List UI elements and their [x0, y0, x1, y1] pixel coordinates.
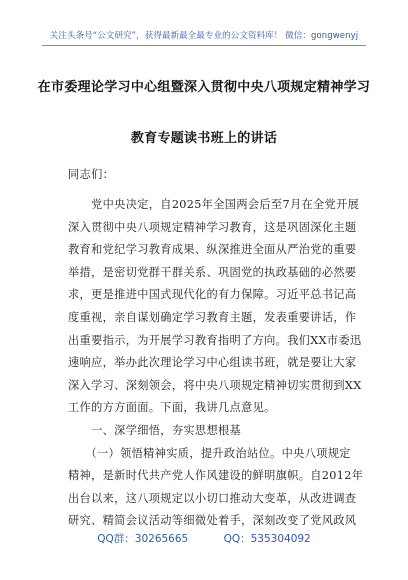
footer-qq-group: QQ群：30265665: [97, 533, 189, 545]
body-line: 工作的方方面面。下面，我讲几点意见。: [68, 401, 276, 415]
body-line: 出台以来，这八项规定以小切口推动大变革，从改进调查: [68, 491, 357, 505]
body-line: 教育和党纪学习教育成果、纵深推进全面从严治党的重要: [68, 243, 357, 257]
body-line: 速响应，举办此次理论学习中心组读书班，就是要让大家: [68, 356, 357, 370]
header-promo-text: 关注头条号“公文研究”，获得最新最全最专业的公文资料库！ 微信：gongwenyj: [49, 31, 359, 41]
footer-qq-number: QQ：535304092: [223, 533, 311, 545]
salutation: 同志们：: [68, 168, 115, 181]
body-line: 深入学习、深刻领会，将中央八项规定精神切实贯彻到XX: [68, 378, 362, 392]
body-line: 出重要指示，为开展学习教育指明了方向。我们XX市委迅: [68, 333, 362, 347]
body-line: 深入贯彻中央八项规定精神学习教育，这是巩固深化主题: [68, 220, 357, 234]
body-line: 举措，是密切党群干群关系、巩固党的执政基础的必然要: [68, 265, 357, 279]
body-line: 度重视，亲自谋划确定学习教育主题，发表重要讲话，作: [68, 311, 357, 324]
document-title-line-2: 教育专题读书班上的讲话: [130, 131, 278, 146]
body-line: 研究、精简会议活动等细微处着手，深刻改变了党风政风: [68, 514, 357, 528]
page-footer: [0, 531, 408, 546]
header-divider: [42, 45, 366, 46]
body-line: （一）领悟精神实质，提升政治站位。中央八项规定: [68, 446, 351, 460]
body-line: 精神，是新时代共产党人作风建设的鲜明旗帜。自2012年: [68, 469, 364, 483]
body-line: 党中央决定，自2025年全国两会后至7月在全党开展: [68, 198, 360, 211]
body-line: 求，更是推进中国式现代化的有力保障。习近平总书记高: [68, 288, 357, 302]
document-title-line-1: 在市委理论学习中心组暨深入贯彻中央八项规定精神学习: [37, 80, 371, 95]
page-header: [0, 0, 408, 40]
body-line: 一、深学细悟，夯实思想根基: [68, 424, 242, 437]
